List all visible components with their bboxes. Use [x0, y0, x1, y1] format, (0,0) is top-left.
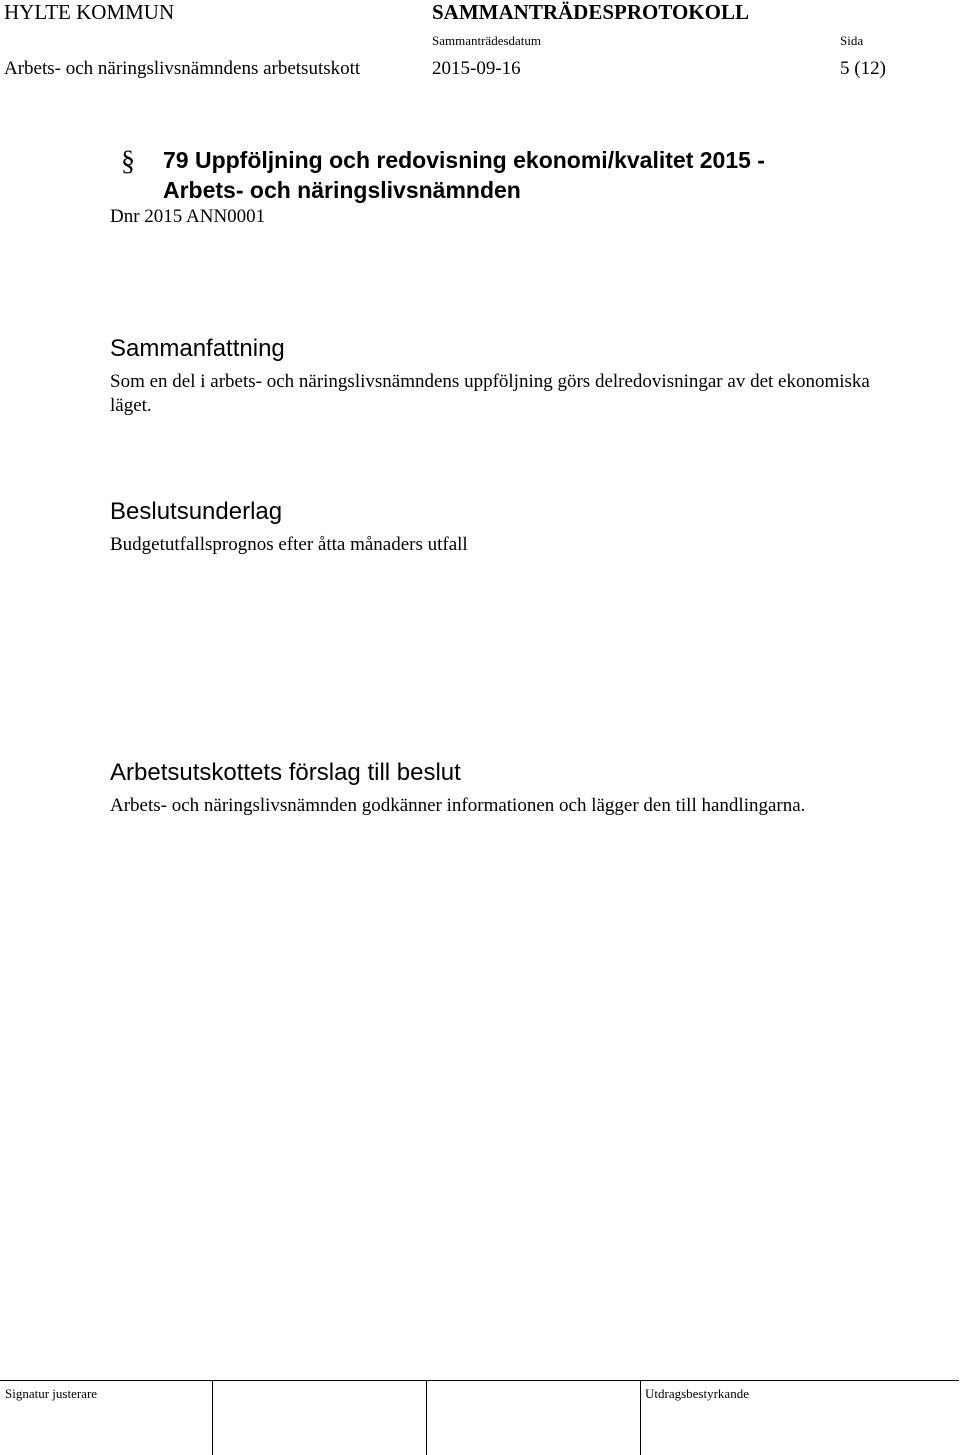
signature-footer — [0, 1380, 959, 1455]
proposal-text: Arbets- och näringslivsnämnden godkänner informationen och lägger den till handlingarna. — [110, 795, 806, 816]
footer-divider — [426, 1381, 427, 1455]
page-label: Sida — [840, 33, 864, 48]
section-sign-icon: § — [121, 146, 135, 177]
footer-divider — [640, 1381, 641, 1455]
proposal-heading: Arbetsutskottets förslag till beslut — [110, 759, 461, 786]
document-type: SAMMANTRÄDESPROTOKOLL — [432, 0, 749, 24]
signature-label: Signatur justerare — [5, 1386, 98, 1401]
summary-text: Som en del i arbets- och näringslivsnämndens uppföljning görs delredovisningar av det ekonomiska läget. — [110, 371, 870, 416]
basis-heading: Beslutsunderlag — [110, 498, 283, 525]
section-title-line-2: Arbets- och näringslivsnämnden — [163, 177, 521, 203]
summary-heading: Sammanfattning — [110, 335, 285, 362]
extract-certification-label: Utdragsbestyrkande — [645, 1386, 749, 1401]
page-number: 5 (12) — [840, 58, 886, 79]
case-number: Dnr 2015 ANN0001 — [110, 206, 266, 227]
footer-divider — [212, 1381, 213, 1455]
committee-name: Arbets- och näringslivsnämndens arbetsutskott — [4, 58, 361, 79]
basis-text: Budgetutfallsprognos efter åtta månaders utfall — [110, 534, 468, 555]
meeting-date: 2015-09-16 — [432, 58, 521, 79]
section-title-line-1: 79 Uppföljning och redovisning ekonomi/kvalitet 2015 - — [163, 147, 765, 173]
organization-name: HYLTE KOMMUN — [4, 0, 175, 24]
section-title — [163, 145, 765, 205]
meeting-date-label: Sammanträdesdatum — [432, 33, 542, 48]
